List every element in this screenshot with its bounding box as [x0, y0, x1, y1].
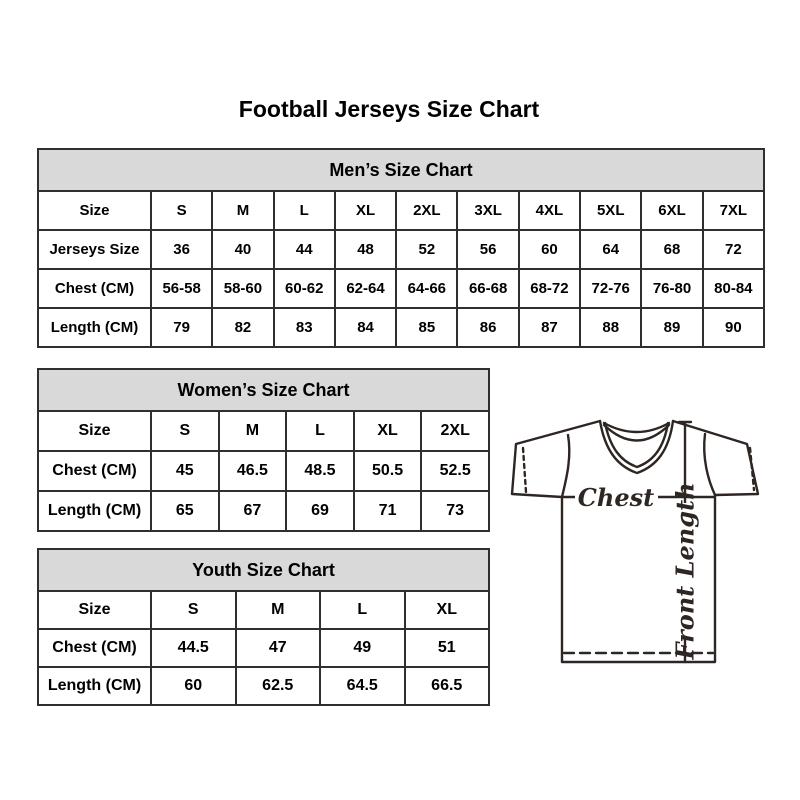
value-cell: 56: [457, 230, 518, 269]
value-cell: 71: [354, 491, 422, 531]
jersey-armhole-seam-left: [562, 435, 569, 497]
table-row: [38, 308, 764, 347]
value-cell: 82: [212, 308, 273, 347]
value-cell: 6XL: [641, 191, 702, 230]
value-cell: XL: [335, 191, 396, 230]
table-header-row: [38, 549, 489, 591]
table-header-row: [38, 149, 764, 191]
value-cell: 87: [519, 308, 580, 347]
value-cell: 47: [236, 629, 321, 667]
row-label-cell: Length (CM): [38, 308, 151, 347]
value-cell: 48.5: [286, 451, 354, 491]
youth-table-title: Youth Size Chart: [38, 549, 489, 591]
value-cell: 83: [274, 308, 335, 347]
value-cell: L: [320, 591, 405, 629]
mens-table-title: Men’s Size Chart: [38, 149, 764, 191]
value-cell: 5XL: [580, 191, 641, 230]
value-cell: 62-64: [335, 269, 396, 308]
table-header-row: [38, 369, 489, 411]
row-label-cell: Length (CM): [38, 491, 151, 531]
womens-size-table: [37, 368, 490, 532]
row-label-cell: Length (CM): [38, 667, 151, 705]
value-cell: 85: [396, 308, 457, 347]
table-row: [38, 411, 489, 451]
page-title: Football Jerseys Size Chart: [238, 96, 540, 122]
value-cell: 86: [457, 308, 518, 347]
sleeve-stitch-line-left: [523, 448, 526, 492]
row-label-cell: Chest (CM): [38, 451, 151, 491]
value-cell: 66.5: [405, 667, 490, 705]
row-label-cell: Chest (CM): [38, 629, 151, 667]
value-cell: 88: [580, 308, 641, 347]
table-row: [38, 491, 489, 531]
value-cell: S: [151, 411, 219, 451]
value-cell: M: [219, 411, 287, 451]
value-cell: L: [286, 411, 354, 451]
value-cell: 62.5: [236, 667, 321, 705]
jersey-outline: [512, 421, 758, 662]
value-cell: 60: [151, 667, 236, 705]
table-row: [38, 667, 489, 705]
value-cell: 50.5: [354, 451, 422, 491]
jersey-armhole-seam-right: [704, 434, 715, 495]
value-cell: 64-66: [396, 269, 457, 308]
value-cell: 49: [320, 629, 405, 667]
jersey-collar-outer: [600, 421, 673, 473]
row-label-cell: Chest (CM): [38, 269, 151, 308]
table-row: [38, 230, 764, 269]
womens-table-title: Women’s Size Chart: [38, 369, 489, 411]
table-row: [38, 629, 489, 667]
jersey-collar-inner: [605, 423, 668, 467]
chest-label: Chest: [577, 483, 655, 512]
value-cell: 7XL: [703, 191, 764, 230]
table-row: [38, 191, 764, 230]
value-cell: M: [236, 591, 321, 629]
value-cell: 69: [286, 491, 354, 531]
row-label-cell: Size: [38, 191, 151, 230]
youth-size-table: [37, 548, 490, 706]
value-cell: 60: [519, 230, 580, 269]
value-cell: 60-62: [274, 269, 335, 308]
mens-size-table: [37, 148, 765, 348]
value-cell: 3XL: [457, 191, 518, 230]
value-cell: 52: [396, 230, 457, 269]
value-cell: 66-68: [457, 269, 518, 308]
value-cell: 72: [703, 230, 764, 269]
jersey-collar-arc-top: [604, 423, 669, 432]
value-cell: S: [151, 191, 212, 230]
value-cell: 52.5: [421, 451, 489, 491]
value-cell: 89: [641, 308, 702, 347]
row-label-cell: Jerseys Size: [38, 230, 151, 269]
jersey-measurement-diagram: [500, 410, 772, 672]
front-length-label: Front Length: [670, 482, 700, 660]
value-cell: 68: [641, 230, 702, 269]
value-cell: 45: [151, 451, 219, 491]
value-cell: XL: [354, 411, 422, 451]
value-cell: 80-84: [703, 269, 764, 308]
table-row: [38, 451, 489, 491]
value-cell: 73: [421, 491, 489, 531]
value-cell: 58-60: [212, 269, 273, 308]
value-cell: 44.5: [151, 629, 236, 667]
row-label-cell: Size: [38, 591, 151, 629]
value-cell: 51: [405, 629, 490, 667]
value-cell: 84: [335, 308, 396, 347]
value-cell: 44: [274, 230, 335, 269]
value-cell: S: [151, 591, 236, 629]
value-cell: 64.5: [320, 667, 405, 705]
value-cell: 65: [151, 491, 219, 531]
table-row: [38, 591, 489, 629]
value-cell: 46.5: [219, 451, 287, 491]
value-cell: 2XL: [421, 411, 489, 451]
value-cell: 40: [212, 230, 273, 269]
value-cell: 67: [219, 491, 287, 531]
table-row: [38, 269, 764, 308]
value-cell: 72-76: [580, 269, 641, 308]
value-cell: 36: [151, 230, 212, 269]
row-label-cell: Size: [38, 411, 151, 451]
value-cell: 4XL: [519, 191, 580, 230]
value-cell: 64: [580, 230, 641, 269]
value-cell: 68-72: [519, 269, 580, 308]
value-cell: 2XL: [396, 191, 457, 230]
value-cell: 48: [335, 230, 396, 269]
value-cell: 90: [703, 308, 764, 347]
value-cell: M: [212, 191, 273, 230]
value-cell: L: [274, 191, 335, 230]
value-cell: XL: [405, 591, 490, 629]
value-cell: 79: [151, 308, 212, 347]
value-cell: 76-80: [641, 269, 702, 308]
value-cell: 56-58: [151, 269, 212, 308]
